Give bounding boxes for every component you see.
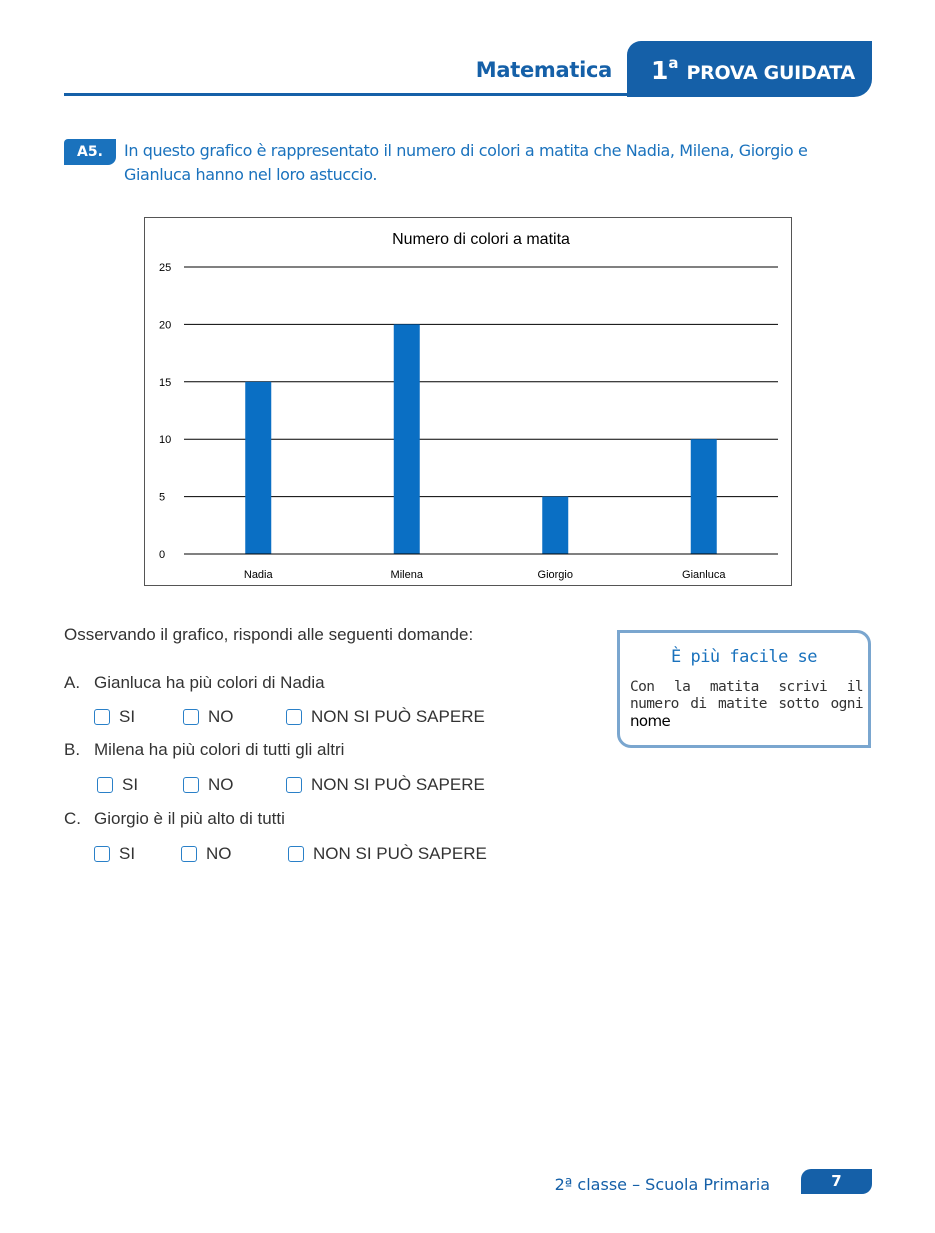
footer-class-label: 2ª classe – Scuola Primaria — [554, 1175, 770, 1194]
option-a-no[interactable] — [183, 707, 234, 727]
checkbox[interactable] — [181, 846, 197, 862]
tip-box — [617, 630, 871, 748]
question-item-c — [64, 809, 285, 829]
bar-chart — [144, 217, 792, 586]
option-c-no[interactable] — [181, 844, 232, 864]
item-text: Giorgio è il più alto di tutti — [94, 809, 285, 828]
checkbox[interactable] — [94, 846, 110, 862]
item-text: Gianluca ha più colori di Nadia — [94, 673, 325, 692]
option-label: NON SI PUÒ SAPERE — [311, 775, 485, 794]
y-tick-label: 10 — [159, 434, 172, 447]
option-label: SI — [119, 707, 136, 726]
header-rule — [64, 93, 634, 96]
option-b-non-si-puo-sapere[interactable] — [286, 775, 485, 795]
option-a-non-si-puo-sapere[interactable] — [286, 707, 485, 727]
y-tick-label: 15 — [159, 376, 172, 389]
x-tick-label: Gianluca — [682, 569, 726, 581]
tip-body — [630, 679, 863, 731]
test-number — [651, 56, 679, 85]
option-label: NON SI PUÒ SAPERE — [313, 844, 487, 863]
option-label: NO — [208, 707, 234, 726]
question-badge: A5. — [64, 139, 116, 165]
instructions-text: Osservando il grafico, rispondi alle seguenti domande: — [64, 625, 474, 644]
bar-milena — [394, 324, 420, 554]
option-c-non-si-puo-sapere[interactable] — [288, 844, 487, 864]
checkbox[interactable] — [94, 709, 110, 725]
y-tick-label: 5 — [159, 491, 166, 504]
option-a-si[interactable] — [94, 707, 135, 727]
bar-giorgio — [542, 497, 568, 554]
x-tick-label: Milena — [390, 569, 423, 581]
option-label: NON SI PUÒ SAPERE — [311, 707, 485, 726]
y-tick-label: 25 — [159, 262, 172, 274]
header-tab — [627, 41, 872, 97]
checkbox[interactable] — [286, 777, 302, 793]
item-letter: B. — [64, 740, 81, 759]
item-text: Milena ha più colori di tutti gli altri — [94, 740, 345, 759]
tip-body-text: Con la matita scrivi il numero di matite sotto ogni — [630, 679, 863, 712]
question-item-a — [64, 673, 325, 693]
page-number: 7 — [801, 1169, 872, 1194]
option-label: NO — [208, 775, 234, 794]
option-label: SI — [122, 775, 139, 794]
test-number-superscript: a — [668, 54, 679, 72]
bar-nadia — [245, 382, 271, 554]
bar-chart-svg — [145, 218, 791, 585]
option-b-si[interactable] — [97, 775, 138, 795]
test-number-value: 1 — [651, 56, 669, 85]
subject-title: Matematica — [475, 58, 612, 82]
header-tab-text — [651, 54, 855, 85]
option-b-no[interactable] — [183, 775, 234, 795]
checkbox[interactable] — [183, 709, 199, 725]
test-title: PROVA GUIDATA — [686, 62, 855, 84]
y-tick-label: 20 — [159, 319, 172, 332]
y-tick-label: 0 — [159, 549, 166, 561]
bar-gianluca — [691, 439, 717, 554]
checkbox[interactable] — [97, 777, 113, 793]
option-c-si[interactable] — [94, 844, 135, 864]
item-letter: C. — [64, 809, 81, 828]
option-label: NO — [206, 844, 232, 863]
tip-title: È più facile se — [670, 647, 818, 667]
option-label: SI — [119, 844, 136, 863]
question-item-b — [64, 740, 344, 760]
x-tick-label: Giorgio — [537, 569, 573, 581]
chart-title: Numero di colori a matita — [392, 231, 570, 248]
checkbox[interactable] — [288, 846, 304, 862]
checkbox[interactable] — [183, 777, 199, 793]
tip-body-strong: nome — [630, 712, 671, 730]
x-tick-label: Nadia — [243, 569, 273, 581]
question-text: In questo grafico è rappresentato il numero di colori a matita che Nadia, Milena, Giorgio e Gianluca hanno nel loro astuccio. — [124, 141, 808, 184]
checkbox[interactable] — [286, 709, 302, 725]
item-letter: A. — [64, 673, 81, 692]
